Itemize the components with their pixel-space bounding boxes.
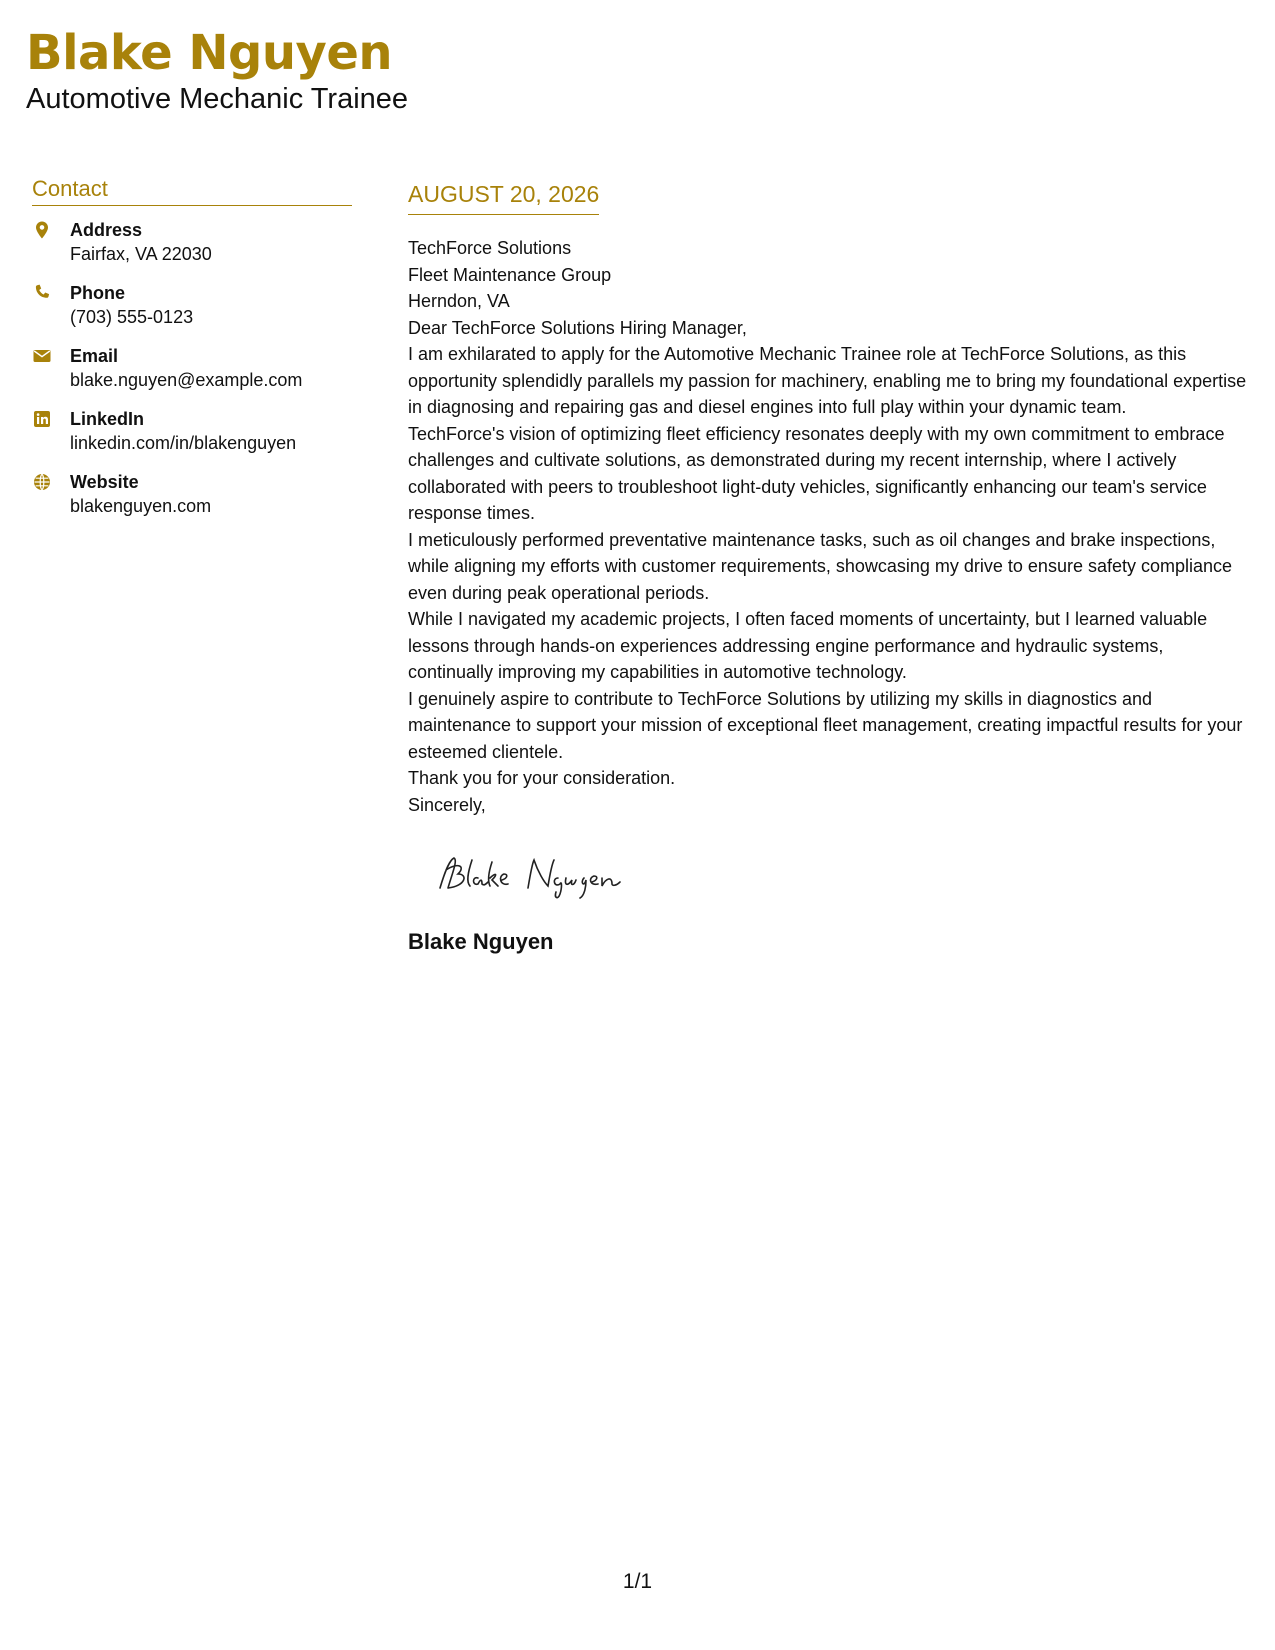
applicant-role: Automotive Mechanic Trainee xyxy=(26,83,409,115)
contact-email xyxy=(32,344,352,407)
contact-heading: Contact xyxy=(32,176,352,206)
contact-website xyxy=(32,470,352,533)
globe-icon xyxy=(32,470,70,492)
page-number: 1/1 xyxy=(622,1570,653,1593)
map-pin-icon xyxy=(32,218,70,240)
handwritten-signature xyxy=(432,848,1248,904)
envelope-icon xyxy=(32,344,70,366)
recipient-department: Fleet Maintenance Group xyxy=(408,264,612,285)
contact-value: Fairfax, VA 22030 xyxy=(70,244,212,264)
applicant-name: Blake Nguyen xyxy=(26,25,393,81)
cover-letter xyxy=(408,180,1248,956)
body-paragraph: I am exhilarated to apply for the Automotive Mechanic Trainee role at TechForce Solutions, as this opportunity splendidly parallels my passion for machinery, enabling me to bring my foundational expertise in diagnosing and repairing gas and diesel engines into full play within your dynamic team. xyxy=(408,344,1247,417)
body-paragraph: TechForce's vision of optimizing fleet efficiency resonates deeply with my own commitment to embrace challenges and cultivate solutions, as demonstrated during my recent internship, where I actively collaborated with peers to troubleshoot light-duty vehicles, significantly enhancing our team's service response times. xyxy=(408,423,1225,523)
contact-sidebar xyxy=(32,176,352,533)
thank-you-line: Thank you for your consideration. xyxy=(408,768,676,788)
contact-address xyxy=(32,218,352,281)
resume-header xyxy=(26,24,408,116)
contact-value: linkedin.com/in/blakenguyen xyxy=(70,433,297,453)
linkedin-icon xyxy=(32,407,70,429)
phone-icon xyxy=(32,281,70,303)
contact-label: Email xyxy=(70,346,119,366)
recipient-location: Herndon, VA xyxy=(408,291,510,311)
contact-label: Website xyxy=(70,472,139,492)
contact-value: (703) 555-0123 xyxy=(70,307,194,327)
recipient-block xyxy=(408,235,1248,315)
body-paragraph: I meticulously performed preventative maintenance tasks, such as oil changes and brake inspections, while aligning my efforts with customer requirements, showcasing my drive to ensure safety compliance even during peak operational periods. xyxy=(408,529,1233,603)
contact-list xyxy=(32,218,352,533)
contact-label: Address xyxy=(70,220,143,240)
body-paragraph: I genuinely aspire to contribute to TechForce Solutions by utilizing my skills in diagnostics and maintenance to support your mission of exceptional fleet management, creating impactful results for your esteemed clientele. xyxy=(408,688,1243,762)
contact-phone xyxy=(32,281,352,344)
letter-date: AUGUST 20, 2026 xyxy=(408,180,599,215)
closing: Sincerely, xyxy=(408,794,486,815)
contact-value: blakenguyen.com xyxy=(70,496,212,516)
salutation: Dear TechForce Solutions Hiring Manager, xyxy=(408,317,747,338)
contact-value: blake.nguyen@example.com xyxy=(70,370,303,390)
contact-label: LinkedIn xyxy=(70,409,145,429)
body-paragraph: While I navigated my academic projects, I often faced moments of uncertainty, but I learned valuable lessons through hands-on experiences addressing engine performance and hydraulic systems, continually improving my capabilities in automotive technology. xyxy=(408,609,1208,682)
signer-name: Blake Nguyen xyxy=(408,929,554,954)
contact-linkedin xyxy=(32,407,352,470)
contact-label: Phone xyxy=(70,283,126,303)
recipient-company: TechForce Solutions xyxy=(408,238,572,258)
